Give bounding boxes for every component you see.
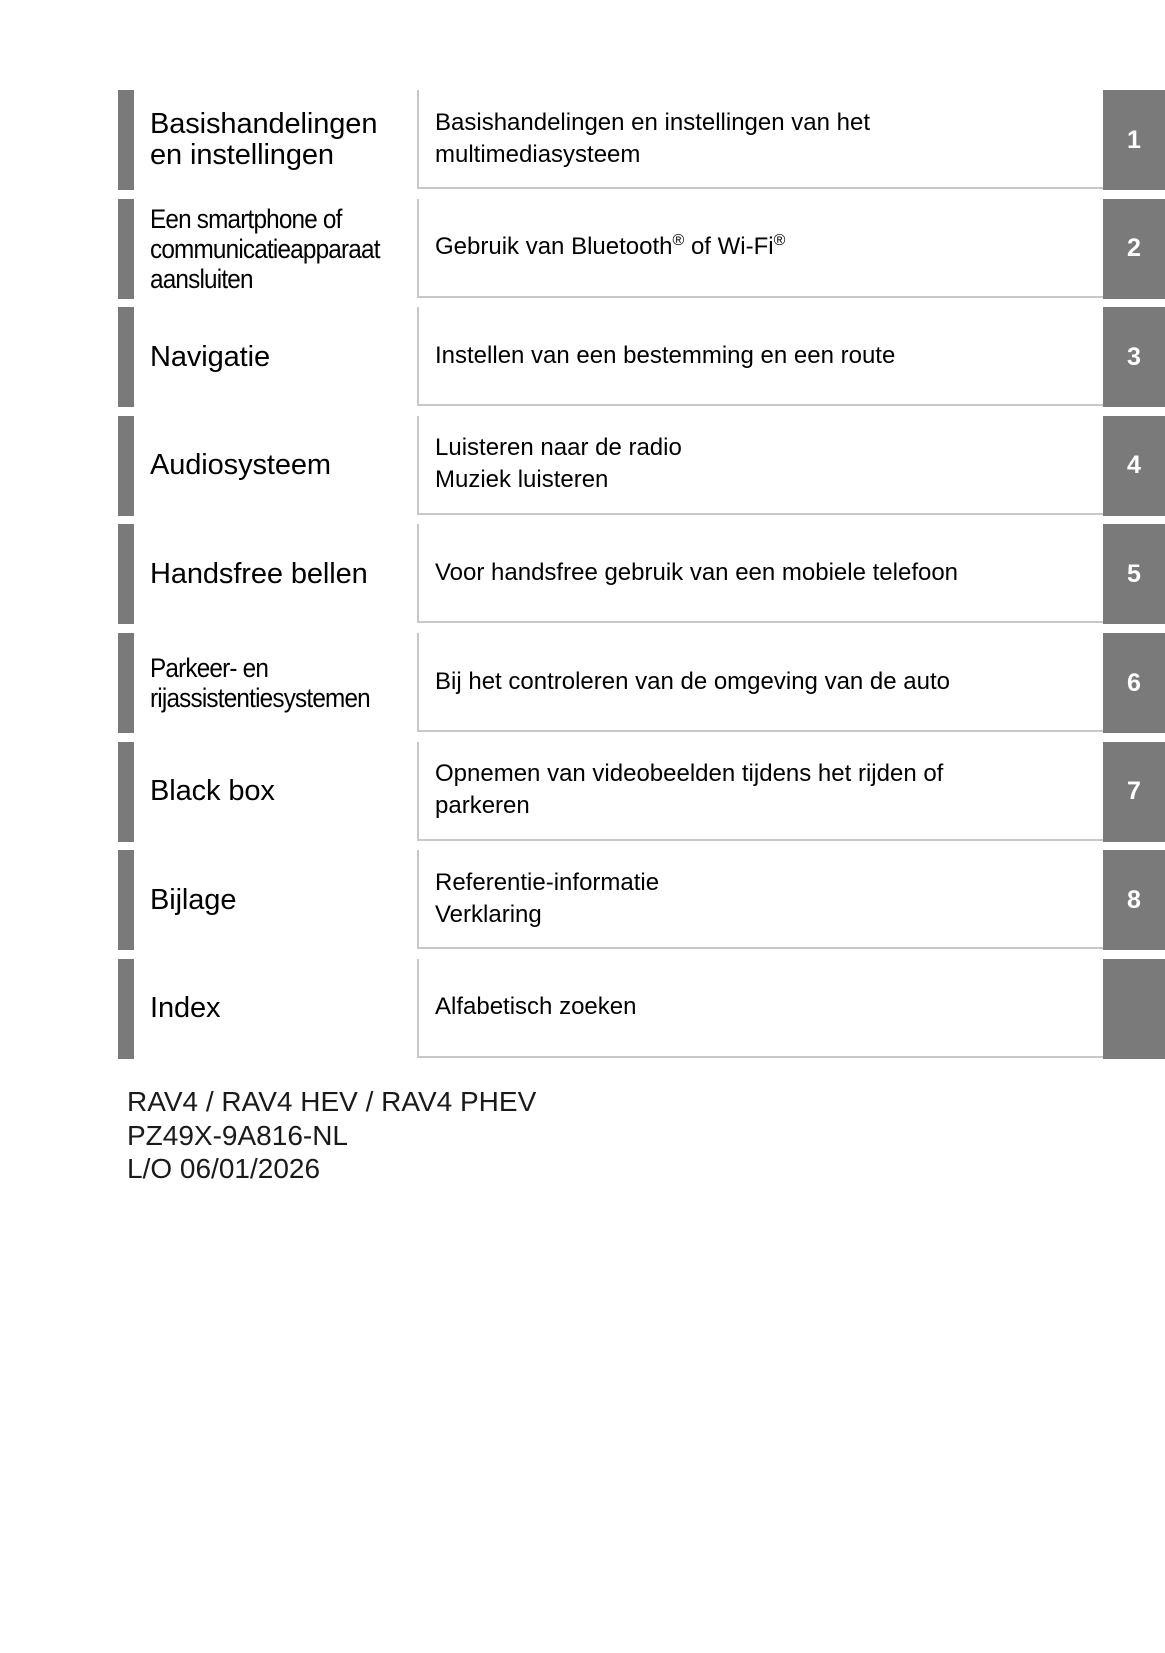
toc-row-navigatie[interactable] — [0, 307, 1165, 407]
chapter-tab-1[interactable]: 1 — [1103, 90, 1165, 190]
description-line: Referentie-informatie — [435, 868, 660, 896]
section-description[interactable] — [417, 199, 1103, 298]
lo-date: L/O 06/01/2026 — [127, 1153, 321, 1184]
description-line: Gebruik van Bluetooth® of Wi-Fi® — [435, 232, 786, 261]
chapter-tab-2[interactable]: 2 — [1103, 199, 1165, 299]
section-marker-bar — [118, 633, 134, 733]
section-marker-bar — [118, 850, 134, 950]
section-marker-bar — [118, 959, 134, 1059]
description-line: Opnemen van videobeelden tijdens het rijden of — [435, 760, 944, 788]
section-marker-bar — [118, 199, 134, 299]
description-line: Instellen van een bestemming en een route — [435, 341, 896, 369]
section-title[interactable]: Handsfree bellen — [150, 557, 368, 590]
section-title[interactable]: Black box — [150, 775, 275, 808]
model-names: RAV4 / RAV4 HEV / RAV4 PHEV — [127, 1086, 537, 1117]
section-marker-bar — [118, 416, 134, 516]
section-marker-bar — [118, 524, 134, 624]
section-title[interactable]: Index — [150, 992, 221, 1025]
toc-row-basishandelingen[interactable] — [0, 90, 1165, 190]
section-description[interactable] — [417, 416, 1103, 515]
chapter-tab-7[interactable]: 7 — [1103, 742, 1165, 842]
toc-row-black-box[interactable] — [0, 742, 1165, 842]
section-marker-bar — [118, 90, 134, 190]
section-marker-bar — [118, 742, 134, 842]
description-line: Bij het controleren van de omgeving van de auto — [435, 667, 951, 695]
toc-row-handsfree[interactable] — [0, 524, 1165, 624]
section-description[interactable] — [417, 524, 1103, 623]
description-line: Verklaring — [435, 900, 542, 928]
toc-row-smartphone[interactable] — [0, 199, 1165, 299]
document-footer — [127, 1085, 536, 1186]
registered-mark: ® — [773, 232, 786, 250]
part-number: PZ49X-9A816-NL — [127, 1119, 349, 1151]
section-description[interactable] — [417, 959, 1103, 1058]
chapter-tab-5[interactable]: 5 — [1103, 524, 1165, 624]
description-line: Voor handsfree gebruik van een mobiele telefoon — [435, 558, 959, 586]
section-title[interactable]: Navigatie — [150, 340, 270, 373]
section-title[interactable]: Bijlage — [150, 883, 237, 916]
section-title[interactable]: Basishandelingen en instellingen — [150, 108, 378, 171]
chapter-tab-index[interactable] — [1103, 959, 1165, 1059]
toc-row-audiosysteem[interactable] — [0, 416, 1165, 516]
section-title[interactable]: Audiosysteem — [150, 449, 331, 482]
section-description[interactable] — [417, 742, 1103, 841]
toc-row-parkeer[interactable] — [0, 633, 1165, 733]
description-line: multimediasysteem — [435, 140, 641, 168]
toc-row-bijlage[interactable] — [0, 850, 1165, 950]
chapter-tab-3[interactable]: 3 — [1103, 307, 1165, 407]
section-description[interactable] — [417, 850, 1103, 949]
section-description[interactable] — [417, 307, 1103, 406]
section-title[interactable]: Een smartphone of communicatieapparaat aansluiten — [150, 203, 380, 294]
description-line: Alfabetisch zoeken — [435, 993, 637, 1021]
section-marker-bar — [118, 307, 134, 407]
chapter-tab-4[interactable]: 4 — [1103, 416, 1165, 516]
description-line: Luisteren naar de radio — [435, 434, 682, 462]
chapter-tab-6[interactable]: 6 — [1103, 633, 1165, 733]
description-line: parkeren — [435, 792, 530, 820]
chapter-tab-8[interactable]: 8 — [1103, 850, 1165, 950]
description-line: Muziek luisteren — [435, 466, 609, 494]
section-description[interactable] — [417, 633, 1103, 732]
section-description[interactable] — [417, 90, 1103, 189]
section-title[interactable]: Parkeer- en rijassistentiesystemen — [150, 653, 370, 713]
toc-row-index[interactable] — [0, 959, 1165, 1059]
description-line: Basishandelingen en instellingen van het — [435, 108, 870, 136]
registered-mark: ® — [672, 232, 685, 250]
